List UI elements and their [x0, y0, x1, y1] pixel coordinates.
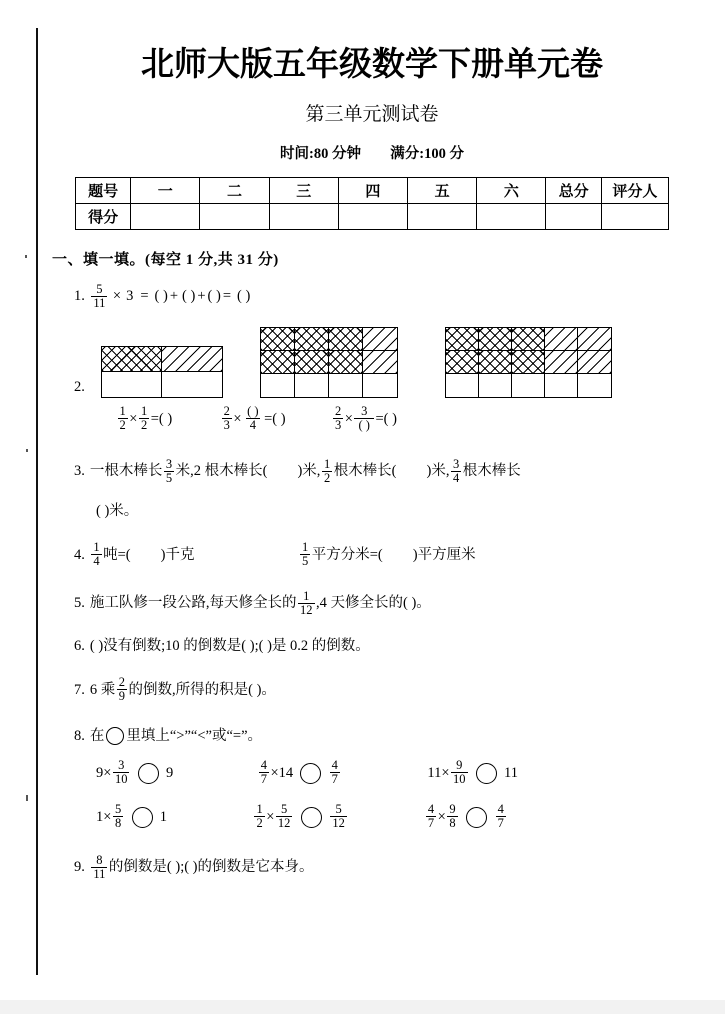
- fraction-4-7-a: $\frac{4}{7}$: [260, 757, 267, 786]
- question-7-text-1: 6 乘: [89, 681, 116, 698]
- question-3-text-6: 根木棒长: [462, 463, 521, 480]
- fraction-1-12: $\frac{1}{12}$: [300, 588, 313, 617]
- fraction-1-5: $\frac{1}{5}$: [301, 540, 309, 569]
- score-table-col-3: 三: [269, 177, 338, 203]
- question-3-text-1: 一根木棒长: [89, 463, 163, 480]
- grid-diagram-2: [260, 327, 398, 398]
- compare-2-times: ×: [270, 764, 279, 781]
- compare-item-1: [96, 757, 174, 787]
- fraction-8-11: $\frac{8}{11}$: [93, 852, 106, 881]
- question-3-text-5: )米,: [426, 463, 450, 480]
- compare-2-mid-int: 14: [278, 764, 294, 781]
- score-cell-3[interactable]: [269, 203, 338, 229]
- fraction-3-4: $\frac{3}{4}$: [453, 456, 460, 485]
- page-title: 北师大版五年级数学下册单元卷: [141, 47, 603, 83]
- question-9-number: 9.: [74, 859, 85, 876]
- compare-3-right: 11: [504, 764, 518, 781]
- compare-item-2: [257, 757, 341, 787]
- fraction-1-2-b: $\frac{1}{2}$: [140, 404, 148, 433]
- question-1-plus-1: +: [169, 288, 179, 305]
- fraction-5-8: $\frac{5}{8}$: [114, 802, 122, 831]
- grid-cell: [329, 351, 363, 374]
- grid-cell: [162, 372, 222, 397]
- grid-cell: [479, 328, 512, 351]
- question-3-text-4: 根木棒长(: [333, 463, 397, 480]
- question-4-text-3: 平方分米=(: [311, 546, 383, 563]
- grid-cell: [545, 374, 578, 397]
- compare-item-4: [96, 804, 167, 831]
- grid-cell: [512, 328, 545, 351]
- expression-1-blank[interactable]: ( ): [158, 411, 173, 428]
- question-1-multiplier: 3: [126, 288, 134, 305]
- score-cell-1[interactable]: [131, 203, 200, 229]
- question-7-text-2[interactable]: 的倒数,所得的积是( )。: [128, 681, 276, 698]
- grid-cell: [446, 328, 479, 351]
- score-table-col-5: 五: [408, 177, 477, 203]
- grid-cell: [545, 328, 578, 351]
- grid-diagram-3: [445, 327, 612, 398]
- score-cell-4[interactable]: [338, 203, 407, 229]
- table-row-scores: [76, 203, 669, 229]
- fraction-blank-over-4: $\frac{( )}{4}$: [247, 404, 259, 433]
- score-table-label-question: 题号: [76, 177, 131, 203]
- question-1-times: ×: [112, 288, 122, 305]
- grid-cell: [295, 374, 329, 397]
- page-content: [52, 0, 692, 881]
- compare-4-right: 1: [159, 809, 167, 826]
- score-cell-total[interactable]: [546, 203, 601, 229]
- question-8-row-2: [52, 804, 692, 831]
- grid-cell: [329, 374, 363, 397]
- question-1: [52, 281, 692, 311]
- fraction-4-7-d: $\frac{4}{7}$: [497, 802, 504, 831]
- score-cell-6[interactable]: [477, 203, 546, 229]
- fraction-9-10: $\frac{9}{10}$: [453, 757, 466, 786]
- question-3-text-2: 米,2 根木棒长(: [175, 463, 268, 480]
- question-2-diagrams: [52, 324, 692, 398]
- full-score-label: 满分:100 分: [390, 145, 464, 162]
- score-table-col-6: 六: [477, 177, 546, 203]
- expression-1-times: ×: [129, 411, 138, 428]
- grid-cell: [363, 328, 397, 351]
- compare-1-left-int: 9: [96, 764, 104, 781]
- grid-cell: [512, 351, 545, 374]
- question-3-continuation[interactable]: ( )米。: [96, 503, 139, 520]
- circle-blank-icon[interactable]: [106, 727, 124, 745]
- grid-cell: [479, 351, 512, 374]
- question-3: [52, 456, 692, 486]
- fraction-1-2-a: $\frac{1}{2}$: [119, 404, 126, 433]
- expression-1-equals: =: [150, 411, 159, 428]
- score-table-col-1: 一: [131, 177, 200, 203]
- page-bottom-shadow: [0, 1000, 725, 1014]
- expression-2-blank[interactable]: ( ): [272, 411, 286, 428]
- question-1-blank-2[interactable]: ( ): [182, 288, 196, 305]
- grid-cell: [545, 351, 578, 374]
- fraction-2-3-b: $\frac{2}{3}$: [335, 404, 342, 433]
- expression-2-equals: =: [264, 411, 273, 428]
- fraction-4-7-c: $\frac{4}{7}$: [427, 802, 435, 831]
- question-8: [52, 728, 692, 746]
- compare-4-left-int: 1: [96, 809, 104, 826]
- grid-cell: [578, 328, 611, 351]
- fraction-3-5: $\frac{3}{5}$: [165, 456, 173, 485]
- fraction-5-12-b: $\frac{5}{12}$: [332, 802, 345, 831]
- question-9: [52, 852, 692, 882]
- page-subtitle: 第三单元测试卷: [305, 103, 439, 125]
- fraction-1-4: $\frac{1}{4}$: [93, 540, 100, 569]
- table-row-header: [76, 177, 669, 203]
- score-cell-2[interactable]: [200, 203, 269, 229]
- expression-3-blank[interactable]: ( ): [383, 411, 397, 428]
- fraction-4-7-b: $\frac{4}{7}$: [331, 757, 338, 786]
- question-7: [52, 677, 692, 704]
- grid-cell: [261, 328, 295, 351]
- page-binding-line: [36, 28, 38, 975]
- fraction-5-12-a: $\frac{5}{12}$: [277, 802, 291, 831]
- grid-cell: [329, 328, 363, 351]
- scan-speck: [25, 255, 27, 258]
- score-table-label-score: 得分: [76, 203, 131, 229]
- grid-cell: [446, 351, 479, 374]
- question-2-expressions: [52, 406, 692, 433]
- question-1-blank-4[interactable]: ( ): [237, 288, 251, 305]
- question-5-text-2[interactable]: ,4 天修全长的( )。: [316, 595, 431, 612]
- question-8-number: 8.: [74, 727, 85, 744]
- fraction-3-over-blank: $\frac{3}{( )}$: [354, 405, 373, 432]
- compare-circle-3[interactable]: [476, 763, 497, 784]
- compare-4-times: ×: [103, 809, 112, 826]
- expression-3-equals: =: [375, 411, 384, 428]
- question-5: [52, 588, 692, 618]
- grid-cell: [578, 374, 611, 397]
- expression-3: [332, 406, 397, 433]
- expression-3-times: ×: [344, 411, 353, 428]
- question-7-number: 7.: [74, 681, 85, 698]
- grid-cell: [295, 351, 329, 374]
- grid-cell: [295, 328, 329, 351]
- question-4: [52, 542, 692, 569]
- fraction-3-10-a: $\frac{3}{10}$: [114, 757, 128, 786]
- question-4-number: 4.: [74, 546, 85, 563]
- score-table-col-grader: 评分人: [601, 177, 668, 203]
- question-1-number: 1.: [74, 288, 85, 305]
- compare-circle-5[interactable]: [301, 807, 322, 828]
- compare-circle-4[interactable]: [132, 807, 153, 828]
- scan-speck: [26, 795, 28, 801]
- grid-cell: [102, 372, 162, 397]
- grid-cell: [102, 347, 162, 372]
- grid-cell: [162, 347, 222, 372]
- compare-5-times: ×: [266, 809, 275, 826]
- question-9-text[interactable]: 的倒数是( );( )的倒数是它本身。: [108, 859, 314, 876]
- expression-1: [116, 406, 172, 433]
- question-1-equals-2: =: [222, 288, 231, 305]
- question-8-text-2: 里填上“>”“<”或“=”。: [126, 727, 263, 744]
- expression-2: [220, 406, 285, 433]
- question-3-text-3: )米,: [297, 463, 321, 480]
- question-8-text-1: 在: [89, 727, 105, 744]
- compare-3-times: ×: [441, 764, 450, 781]
- question-4-text-2: )千克: [160, 546, 195, 563]
- score-table-wrapper: [52, 177, 692, 230]
- compare-circle-1[interactable]: [138, 763, 159, 784]
- compare-circle-6[interactable]: [466, 807, 487, 828]
- compare-1-times: ×: [103, 764, 112, 781]
- compare-6-times: ×: [437, 809, 446, 826]
- question-4-text-1: 吨=(: [103, 546, 131, 563]
- exam-meta: [52, 142, 692, 163]
- score-cell-grader[interactable]: [601, 203, 668, 229]
- question-3-number: 3.: [74, 463, 85, 480]
- question-1-plus-2: +: [197, 288, 206, 305]
- fraction-2-3-a: $\frac{2}{3}$: [223, 404, 230, 433]
- question-6: [52, 639, 692, 655]
- grid-cell: [446, 374, 479, 397]
- grid-cell: [261, 351, 295, 374]
- compare-item-5: [253, 804, 348, 831]
- question-6-text[interactable]: ( )没有倒数;10 的倒数是( );( )是 0.2 的倒数。: [89, 638, 370, 655]
- question-6-number: 6.: [74, 638, 85, 655]
- fraction-5-11: $\frac{5}{11}$: [93, 281, 106, 310]
- question-8-row-1: [52, 757, 692, 787]
- grid-cell: [363, 351, 397, 374]
- grid-cell: [363, 374, 397, 397]
- question-5-text-1: 施工队修一段公路,每天修全长的: [89, 595, 297, 612]
- score-table-col-2: 二: [200, 177, 269, 203]
- grid-cell: [512, 374, 545, 397]
- compare-3-left-int: 11: [427, 764, 442, 781]
- grid-cell: [479, 374, 512, 397]
- grid-diagram-1: [101, 346, 223, 398]
- question-5-number: 5.: [74, 595, 85, 612]
- grid-cell: [578, 351, 611, 374]
- question-1-blank-3[interactable]: ( ): [207, 288, 221, 305]
- compare-item-3: [427, 757, 518, 787]
- score-table-col-4: 四: [338, 177, 407, 203]
- score-cell-5[interactable]: [408, 203, 477, 229]
- section-1-heading: 一、填一填。(每空 1 分,共 31 分): [52, 251, 279, 268]
- scan-speck: [26, 449, 28, 452]
- expression-2-times: ×: [233, 411, 242, 428]
- time-limit-label: 时间:80 分钟: [280, 145, 361, 162]
- question-4-text-4: )平方厘米: [412, 546, 476, 563]
- question-1-equals: =: [140, 288, 149, 305]
- score-table: [75, 177, 669, 230]
- compare-item-6: [424, 804, 507, 831]
- fraction-2-9: $\frac{2}{9}$: [118, 675, 125, 704]
- compare-circle-2[interactable]: [300, 763, 321, 784]
- compare-1-right: 9: [165, 764, 174, 781]
- question-1-blank-1[interactable]: ( ): [154, 288, 168, 305]
- fraction-9-8: $\frac{9}{8}$: [449, 802, 456, 831]
- fraction-1-2-d: $\frac{1}{2}$: [256, 802, 263, 831]
- score-table-col-total: 总分: [546, 177, 601, 203]
- question-2-number: 2.: [74, 379, 85, 396]
- grid-cell: [261, 374, 295, 397]
- fraction-1-2-c: $\frac{1}{2}$: [323, 456, 331, 485]
